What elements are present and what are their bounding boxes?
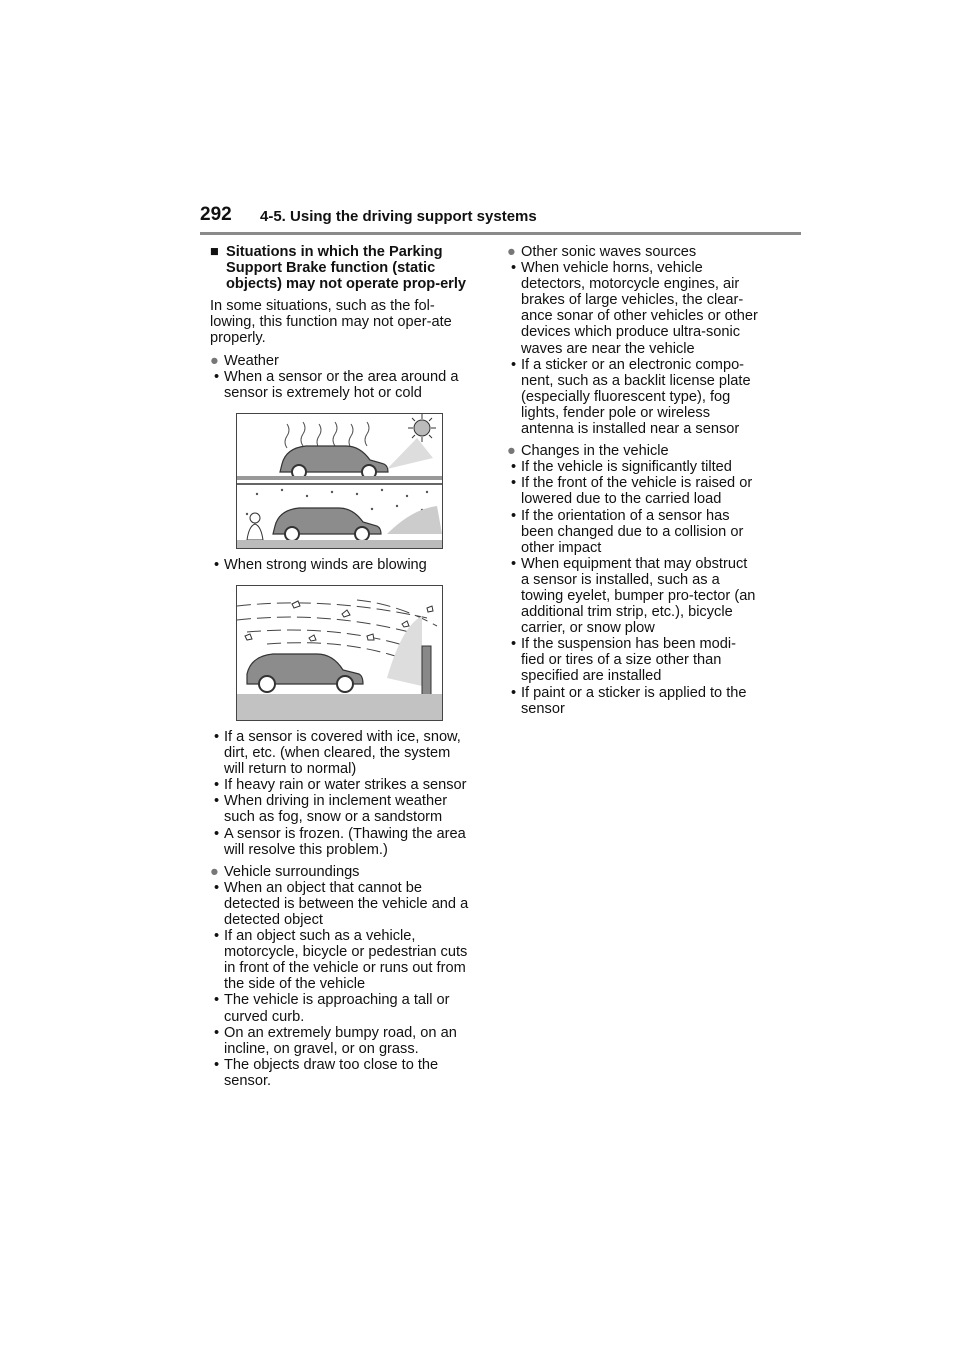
bullet-icon: •	[511, 459, 517, 476]
list-item	[507, 260, 759, 357]
list-item-text: If paint or a sticker is applied to the sensor	[521, 684, 747, 717]
weather-group	[210, 353, 472, 858]
list-item	[210, 826, 472, 858]
list-item	[507, 556, 759, 636]
bullet-icon: •	[214, 1056, 220, 1073]
list-item	[210, 1057, 472, 1089]
list-item	[210, 992, 472, 1024]
list-item-text: The objects draw too close to the sensor.	[224, 1056, 439, 1089]
list-item	[507, 459, 759, 475]
list-item-text: If the vehicle is significantly tilted	[521, 459, 732, 476]
circle-bullet-icon: ●	[210, 352, 219, 369]
bullet-icon: •	[214, 368, 220, 385]
illustration-wind	[236, 585, 443, 721]
list-item-text: When equipment that may obstruct a sensor is installed, such as a towing eyelet, bumper pro-tector (an additional trim strip, etc.), bicycle carrier, or snow plow	[521, 555, 756, 637]
list-item-text: When driving in inclement weather such as fog, snow or a sandstorm	[224, 793, 448, 826]
list-item	[210, 793, 472, 825]
list-item-text: When an object that cannot be detected is between the vehicle and a detected object	[224, 879, 469, 928]
bullet-icon: •	[511, 475, 517, 492]
list-item	[210, 729, 472, 777]
list-item-text: A sensor is frozen. (Thawing the area will resolve this problem.)	[224, 825, 466, 858]
list-item-text: When a sensor or the area around a sensor is extremely hot or cold	[224, 368, 459, 401]
bullet-icon: •	[214, 556, 220, 573]
category-label: Changes in the vehicle	[521, 443, 669, 460]
list-item	[507, 685, 759, 717]
intro-paragraph: In some situations, such as the fol-lowing, this function may not oper-ate properly.	[210, 298, 452, 347]
bullet-icon: •	[214, 793, 220, 810]
list-item	[507, 357, 759, 437]
list-item	[507, 475, 759, 507]
list-item	[507, 636, 759, 684]
person-icon	[247, 513, 263, 540]
list-item	[507, 508, 759, 556]
left-column	[210, 244, 472, 1095]
bullet-icon: •	[214, 928, 220, 945]
section-title: 4-5. Using the driving support systems	[260, 208, 537, 225]
sun-icon	[408, 414, 436, 442]
category-title	[507, 443, 759, 459]
hot-cold-illustration-svg	[237, 414, 442, 548]
list-item-text: If the suspension has been modi-fied or tires of a size other than specified are installed	[521, 636, 736, 685]
list-item-text: If the orientation of a sensor has been changed due to a collision or other impact	[521, 507, 744, 556]
list-item-text: If a sensor is covered with ice, snow, dirt, etc. (when cleared, the system will return to normal)	[224, 728, 461, 778]
bullet-icon: •	[214, 1024, 220, 1041]
bullet-icon: •	[214, 992, 220, 1009]
list-item	[210, 777, 472, 793]
list-item-text: When vehicle horns, vehicle detectors, motorcycle engines, air brakes of large vehicles, the clear-ance sonar of other vehicles or other devices which produce ultra-sonic waves are near the vehicle	[521, 260, 758, 357]
changes-group	[507, 443, 759, 717]
list-item-text: When strong winds are blowing	[224, 556, 427, 573]
circle-bullet-icon: ●	[507, 244, 516, 260]
category-title	[507, 244, 759, 260]
bullet-icon: •	[511, 260, 517, 277]
bullet-icon: •	[214, 777, 220, 794]
list-item-text: If heavy rain or water strikes a sensor	[224, 777, 467, 794]
bullet-icon: •	[511, 356, 517, 373]
page-header	[200, 204, 800, 234]
category-label: Other sonic waves sources	[521, 244, 697, 260]
sonic-group	[507, 244, 759, 437]
category-label: Vehicle surroundings	[224, 863, 360, 880]
bullet-icon: •	[511, 684, 517, 701]
heading-text: Situations in which the Parking Support Brake function (static objects) may not operate prop-erly	[226, 244, 467, 293]
list-item-text: If an object such as a vehicle, motorcycle, bicycle or pedestrian cuts in front of the vehicle or runs out from the side of the vehicle	[224, 928, 468, 993]
list-item-text: If a sticker or an electronic compo-nent, such as a backlit license plate (especially fluorescent type), fog lights, fender pole or wireless antenna is installed near a sensor	[521, 356, 751, 438]
list-item-text: The vehicle is approaching a tall or curved curb.	[224, 992, 450, 1025]
section-heading	[210, 244, 472, 292]
bullet-icon: •	[214, 825, 220, 842]
circle-bullet-icon: ●	[507, 443, 516, 460]
category-title	[210, 864, 472, 880]
bullet-icon: •	[511, 507, 517, 524]
list-item	[210, 557, 472, 573]
list-item	[210, 369, 472, 401]
bullet-icon: •	[511, 636, 517, 653]
list-item-text: On an extremely bumpy road, on an incline, on gravel, or on grass.	[224, 1024, 457, 1057]
wind-illustration-svg	[237, 586, 442, 720]
header-rule	[200, 232, 801, 235]
category-title	[210, 353, 472, 369]
page-number: 292	[200, 204, 232, 225]
illustration-hot-cold	[236, 413, 443, 549]
list-item	[210, 880, 472, 928]
list-item-text: If the front of the vehicle is raised or lowered due to the carried load	[521, 475, 753, 508]
bullet-icon: •	[214, 728, 220, 745]
list-item	[210, 1025, 472, 1057]
right-column	[507, 244, 759, 723]
surroundings-group	[210, 864, 472, 1089]
bullet-icon: •	[214, 879, 220, 896]
list-item	[210, 928, 472, 992]
bullet-icon: •	[511, 555, 517, 572]
square-bullet-icon: ■	[210, 244, 219, 260]
category-label: Weather	[224, 352, 279, 369]
circle-bullet-icon: ●	[210, 863, 219, 880]
